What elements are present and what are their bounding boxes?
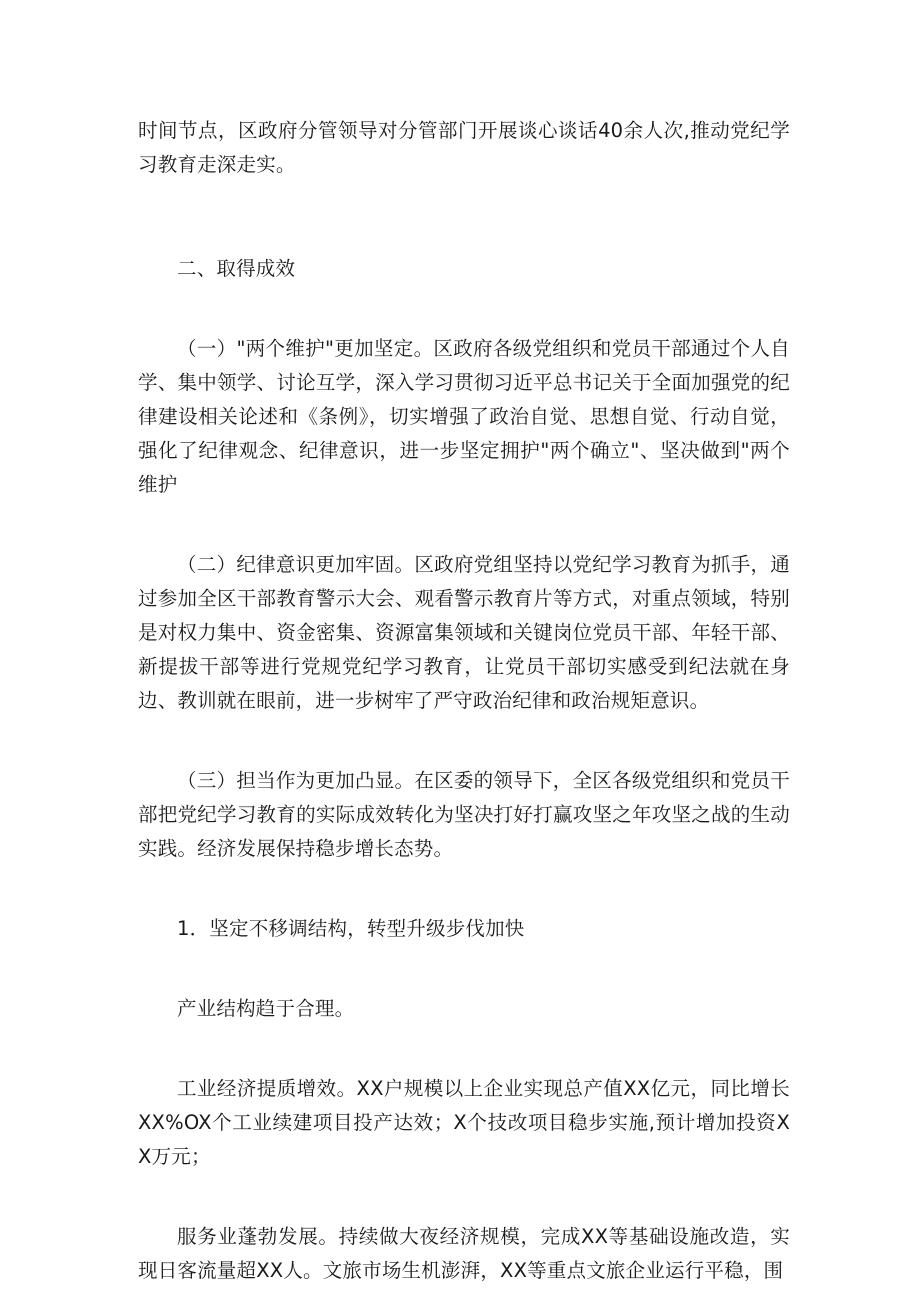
subheading-structure-adjustment: 1．坚定不移调结构，转型升级步伐加快: [177, 917, 525, 940]
paragraph-industrial-structure: 产业结构趋于合理。: [177, 997, 355, 1020]
paragraph-responsibility: （三）担当作为更加凸显。在区委的领导下，全区各级党组织和党员干部把党纪学习教育的实际成效转化为坚决打好打赢攻坚之年攻坚之战的生动实践。经济发展保持稳步增长态势。: [138, 769, 790, 860]
paragraph-discipline-awareness: （二）纪律意识更加牢固。区政府党组坚持以党纪学习教育为抓手，通过参加全区干部教育警示大会、观看警示教育片等方式，对重点领域，特别是对权力集中、资金密集、资源富集领域和关键岗位党员干部、年轻干部、新提拔干部等进行党规党纪学习教育，让党员干部切实感受到纪法就在身边、教训就在眼前，进一步树牢了严守政治纪律和政治规矩意识。: [138, 553, 790, 712]
paragraph-two-safeguards: （一）"两个维护"更加坚定。区政府各级党组织和党员干部通过个人自学、集中领学、讨论互学，深入学习贯彻习近平总书记关于全面加强党的纪律建设相关论述和《条例》，切实增强了政治自觉、思想自觉、行动自觉，强化了纪律观念、纪律意识，进一步坚定拥护"两个确立"、坚决做到"两个维护: [138, 337, 790, 496]
paragraph-industrial-economy: 工业经济提质增效。XX户规模以上企业实现总产值XX亿元，同比增长XX%OX个工业续建项目投产达效；X个技改项目稳步实施,预计增加投资XX万元；: [138, 1077, 790, 1168]
paragraph-intro-continuation: 时间节点，区政府分管领导对分管部门开展谈心谈话40余人次,推动党纪学习教育走深走实。: [138, 119, 790, 176]
paragraph-service-industry: 服务业蓬勃发展。持续做大夜经济规模，完成XX等基础设施改造，实现日客流量超XX人。文旅市场生机澎湃，XX等重点文旅企业运行平稳，围: [138, 1225, 790, 1282]
document-body: [138, 114, 790, 1288]
section-heading-results: 二、取得成效: [177, 257, 296, 280]
